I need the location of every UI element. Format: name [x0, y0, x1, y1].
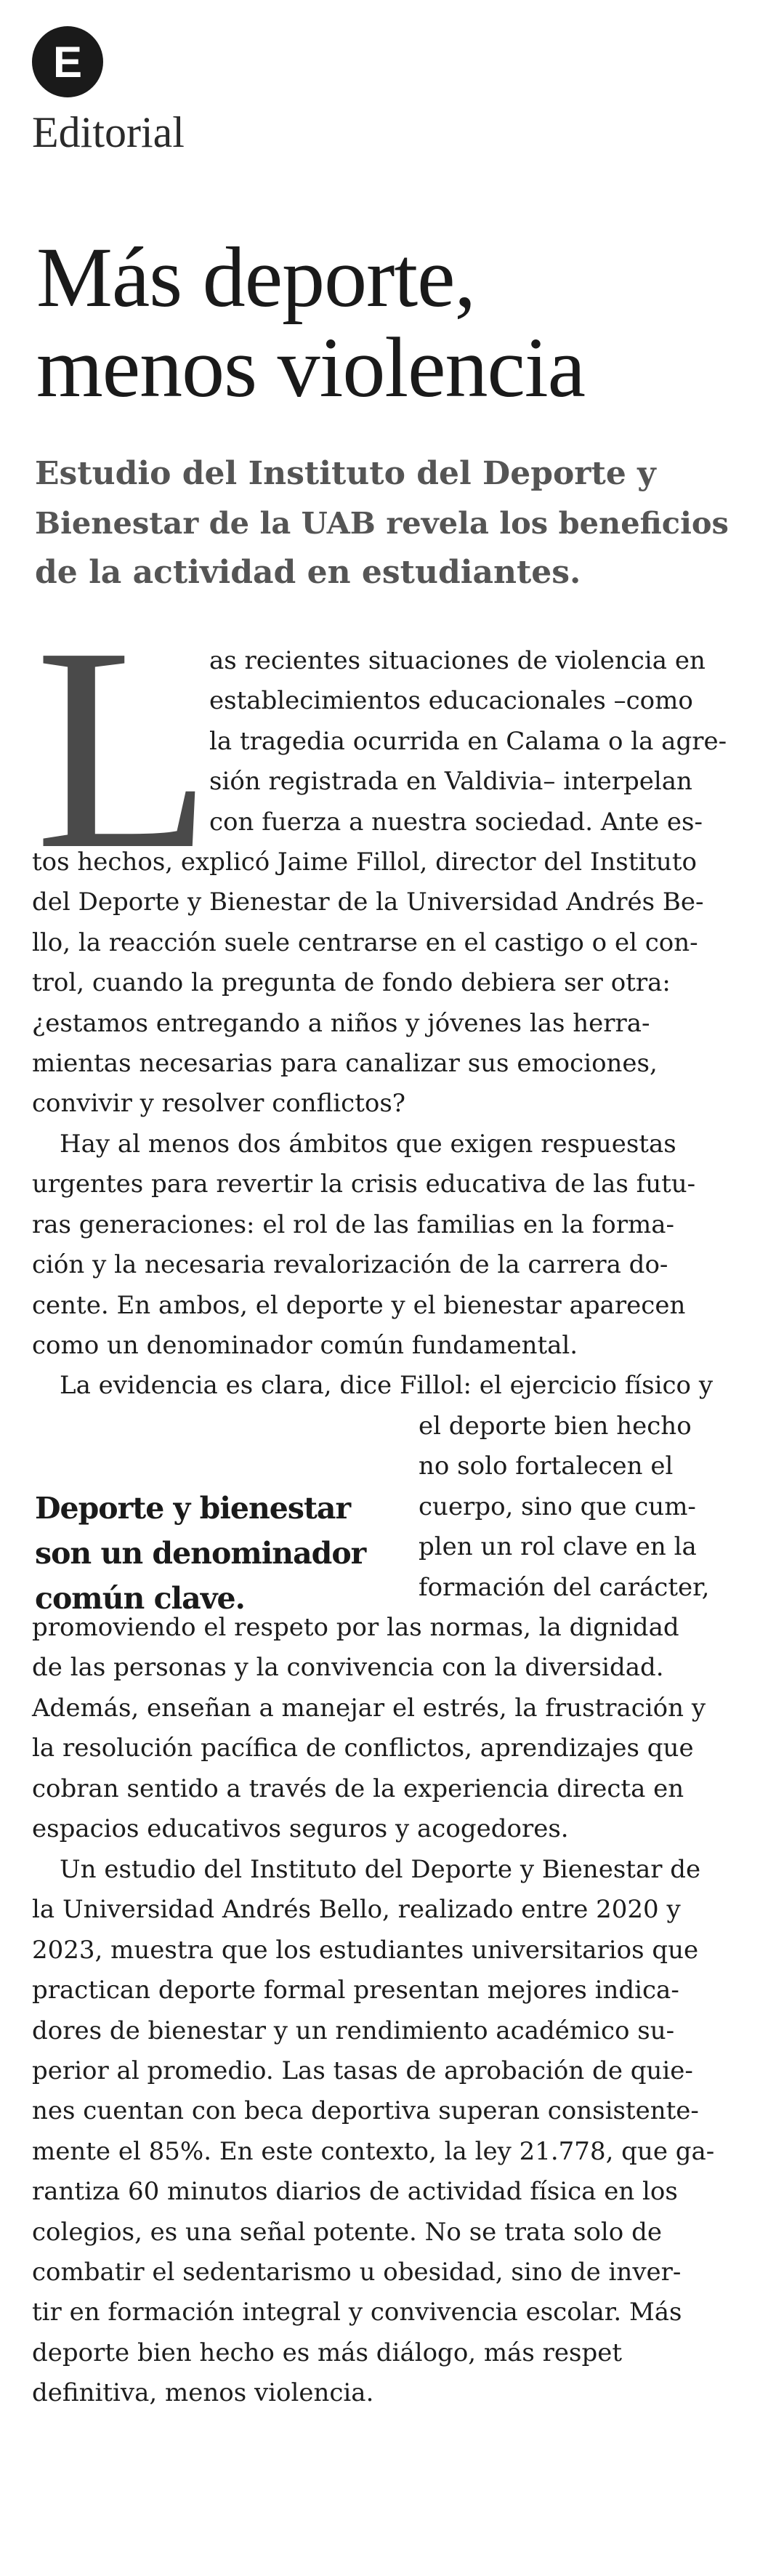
text-line: tos hechos, explicó Jaime Fillol, director del Instituto: [32, 848, 697, 877]
text-line: rantiza 60 minutos diarios de actividad física en los: [32, 2177, 678, 2207]
drop-cap: L: [35, 587, 213, 909]
text-line: llo, la reacción suele centrarse en el castigo o el con-: [32, 927, 698, 957]
paragraph-3-first-line: [32, 1366, 751, 1406]
text-line: Un estudio del Instituto del Deporte y Bienestar de: [60, 1855, 701, 1884]
text-line: perior al promedio. Las tasas de aprobación de quie-: [32, 2056, 693, 2086]
text-line: dores de bienestar y un rendimiento académico su-: [32, 2016, 675, 2045]
text-line: la Universidad Andrés Bello, realizado entre 2020 y: [32, 1895, 681, 1925]
text-line: nes cuentan con beca deportiva superan consistente-: [32, 2096, 699, 2126]
pull-quote-line: Deporte y bienestar: [35, 1491, 351, 1526]
text-line: ¿estamos entregando a niños y jóvenes las herra-: [32, 1008, 650, 1038]
text-line: con fuerza a nuestra sociedad. Ante es-: [209, 807, 703, 837]
publication-logo: E: [32, 26, 103, 97]
subtitle-line: de la actividad en estudiantes.: [35, 554, 581, 591]
text-line: practican deporte formal presentan mejores indica-: [32, 1976, 679, 2005]
section-label: Editorial: [32, 108, 185, 156]
headline-line: menos violencia: [36, 320, 586, 415]
text-line: de las personas y la convivencia con la diversidad.: [32, 1653, 664, 1683]
text-line: tir en formación integral y convivencia escolar. Más: [32, 2298, 682, 2327]
pull-quote-line: son un denominador: [35, 1536, 366, 1571]
text-line: trol, cuando la pregunta de fondo debiera ser otra:: [32, 968, 671, 998]
text-line: 2023, muestra que los estudiantes universitarios que: [32, 1935, 699, 1965]
text-line: como un denominador común fundamental.: [32, 1331, 578, 1361]
text-line: convivir y resolver conflictos?: [32, 1089, 406, 1119]
subtitle-line: Bienestar de la UAB revela los beneficios: [35, 505, 729, 541]
pull-quote-line: común clave.: [35, 1581, 245, 1616]
paragraph-3: [32, 1608, 751, 1849]
text-line: la resolución pacífica de conflictos, aprendizajes que: [32, 1734, 694, 1763]
article-subtitle: [35, 449, 732, 597]
text-line: mente el 85%. En este contexto, la ley 21.778, que ga-: [32, 2136, 715, 2166]
text-line: espacios educativos seguros y acogedores.: [32, 1814, 569, 1844]
paragraph-2: [32, 1124, 751, 1366]
text-line: cente. En ambos, el deporte y el bienestar aparecen: [32, 1290, 686, 1320]
text-line: colegios, es una señal potente. No se trata solo de: [32, 2217, 662, 2247]
text-line: Hay al menos dos ámbitos que exigen respuestas: [60, 1130, 676, 1159]
text-line: establecimientos educacionales –como: [209, 686, 693, 716]
paragraph-4: [32, 1850, 751, 2414]
text-line: la tragedia ocurrida en Calama o la agre-: [209, 726, 727, 756]
text-line: cuerpo, sino que cum-: [419, 1492, 696, 1521]
text-line: formación del carácter,: [419, 1572, 710, 1602]
text-line: as recientes situaciones de violencia en: [209, 646, 706, 675]
article-headline: [36, 230, 748, 415]
text-line: definitiva, menos violencia.: [32, 2378, 374, 2408]
text-line: urgentes para revertir la crisis educativa de las futu-: [32, 1170, 696, 1199]
text-line: cobran sentido a través de la experiencia directa en: [32, 1774, 684, 1803]
text-line: no solo fortalecen el: [419, 1452, 674, 1481]
text-line: combatir el sedentarismo u obesidad, sino de inver-: [32, 2258, 682, 2287]
subtitle-line: Estudio del Instituto del Deporte y: [35, 455, 656, 492]
headline-line: Más deporte,: [36, 230, 476, 325]
paragraph-1: [32, 842, 751, 1124]
text-line: plen un rol clave en la: [419, 1532, 697, 1562]
text-line: deporte bien hecho es más diálogo, más respet: [32, 2338, 623, 2367]
pull-quote: [35, 1486, 398, 1621]
text-line: ción y la necesaria revalorización de la carrera do-: [32, 1250, 668, 1280]
text-line: Además, enseñan a manejar el estrés, la frustración y: [32, 1693, 706, 1723]
text-line: del Deporte y Bienestar de la Universidad Andrés Be-: [32, 887, 704, 917]
text-line: ras generaciones: el rol de las familias en la forma-: [32, 1209, 674, 1239]
text-line: sión registrada en Valdivia– interpelan: [209, 767, 692, 797]
text-line: promoviendo el respeto por las normas, la dignidad: [32, 1613, 679, 1642]
paragraph-3-narrow-column: [419, 1406, 760, 1608]
text-line: La evidencia es clara, dice Fillol: el ejercicio físico y: [60, 1371, 714, 1400]
text-line: mientas necesarias para canalizar sus emociones,: [32, 1049, 658, 1079]
paragraph-1-dropcap-block: [209, 641, 754, 842]
text-line: el deporte bien hecho: [419, 1412, 692, 1441]
